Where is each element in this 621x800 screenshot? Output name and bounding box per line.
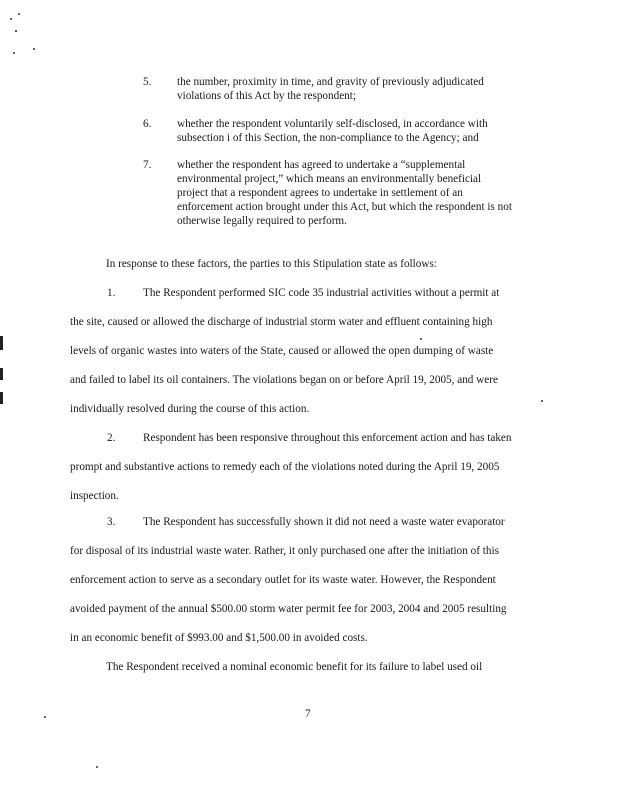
- scan-speck: [420, 338, 422, 340]
- list-item-line: project that a respondent agrees to undertake in settlement of an: [177, 187, 463, 199]
- scan-speck: [13, 52, 15, 54]
- list-item-number: 6.: [143, 118, 152, 130]
- scan-edge-mark: [0, 336, 3, 350]
- paragraph-line: enforcement action to serve as a secondary outlet for its waste water. However, the Respondent: [70, 574, 496, 586]
- scan-edge-mark: [0, 392, 3, 404]
- paragraph-line: prompt and substantive actions to remedy each of the violations noted during the April 19, 2005: [70, 461, 500, 473]
- scan-speck: [96, 766, 98, 768]
- paragraph-line: for disposal of its industrial waste water. Rather, it only purchased one after the initiation of this: [70, 545, 499, 557]
- paragraph-number: 1.: [107, 287, 116, 299]
- list-item-line: the number, proximity in time, and gravity of previously adjudicated: [177, 76, 484, 88]
- list-item-line: enforcement action brought under this Act, but which the respondent is not: [177, 201, 512, 213]
- scan-speck: [44, 716, 46, 718]
- scan-speck: [541, 400, 543, 402]
- scan-speck: [10, 18, 12, 20]
- list-item-line: violations of this Act by the respondent;: [177, 90, 356, 102]
- paragraph-line: and failed to label its oil containers. The violations began on or before April 19, 2005, and were: [70, 374, 498, 386]
- list-item-line: whether the respondent voluntarily self-disclosed, in accordance with: [177, 118, 488, 130]
- paragraph-line: inspection.: [70, 490, 119, 502]
- paragraph-line: avoided payment of the annual $500.00 storm water permit fee for 2003, 2004 and 2005 resulting: [70, 603, 507, 615]
- list-item-number: 5.: [143, 76, 152, 88]
- list-item-line: otherwise legally required to perform.: [177, 215, 347, 227]
- scan-edge-mark: [0, 368, 3, 380]
- paragraph-number: 2.: [107, 432, 116, 444]
- list-item-line: subsection i of this Section, the non-compliance to the Agency; and: [177, 132, 479, 144]
- page-number: 7: [305, 708, 311, 720]
- closing-text: The Respondent received a nominal economic benefit for its failure to label used oil: [106, 661, 483, 673]
- intro-text: In response to these factors, the parties to this Stipulation state as follows:: [106, 258, 437, 270]
- paragraph-line: The Respondent has successfully shown it did not need a waste water evaporator: [143, 516, 505, 528]
- paragraph-line: in an economic benefit of $993.00 and $1,500.00 in avoided costs.: [70, 632, 368, 644]
- list-item-line: environmental project,” which means an environmentally beneficial: [177, 173, 482, 185]
- paragraph-line: individually resolved during the course of this action.: [70, 403, 310, 415]
- paragraph-line: the site, caused or allowed the discharge of industrial storm water and effluent containing high: [70, 316, 493, 328]
- list-item-line: whether the respondent has agreed to undertake a “supplemental: [177, 159, 466, 171]
- list-item-number: 7.: [143, 159, 152, 171]
- paragraph-number: 3.: [107, 516, 116, 528]
- scan-speck: [33, 48, 35, 50]
- paragraph-line: The Respondent performed SIC code 35 industrial activities without a permit at: [143, 287, 500, 299]
- scan-speck: [15, 30, 17, 32]
- scan-speck: [18, 13, 20, 15]
- paragraph-line: Respondent has been responsive throughout this enforcement action and has taken: [143, 432, 512, 444]
- paragraph-line: levels of organic wastes into waters of the State, caused or allowed the open dumping of waste: [70, 345, 494, 357]
